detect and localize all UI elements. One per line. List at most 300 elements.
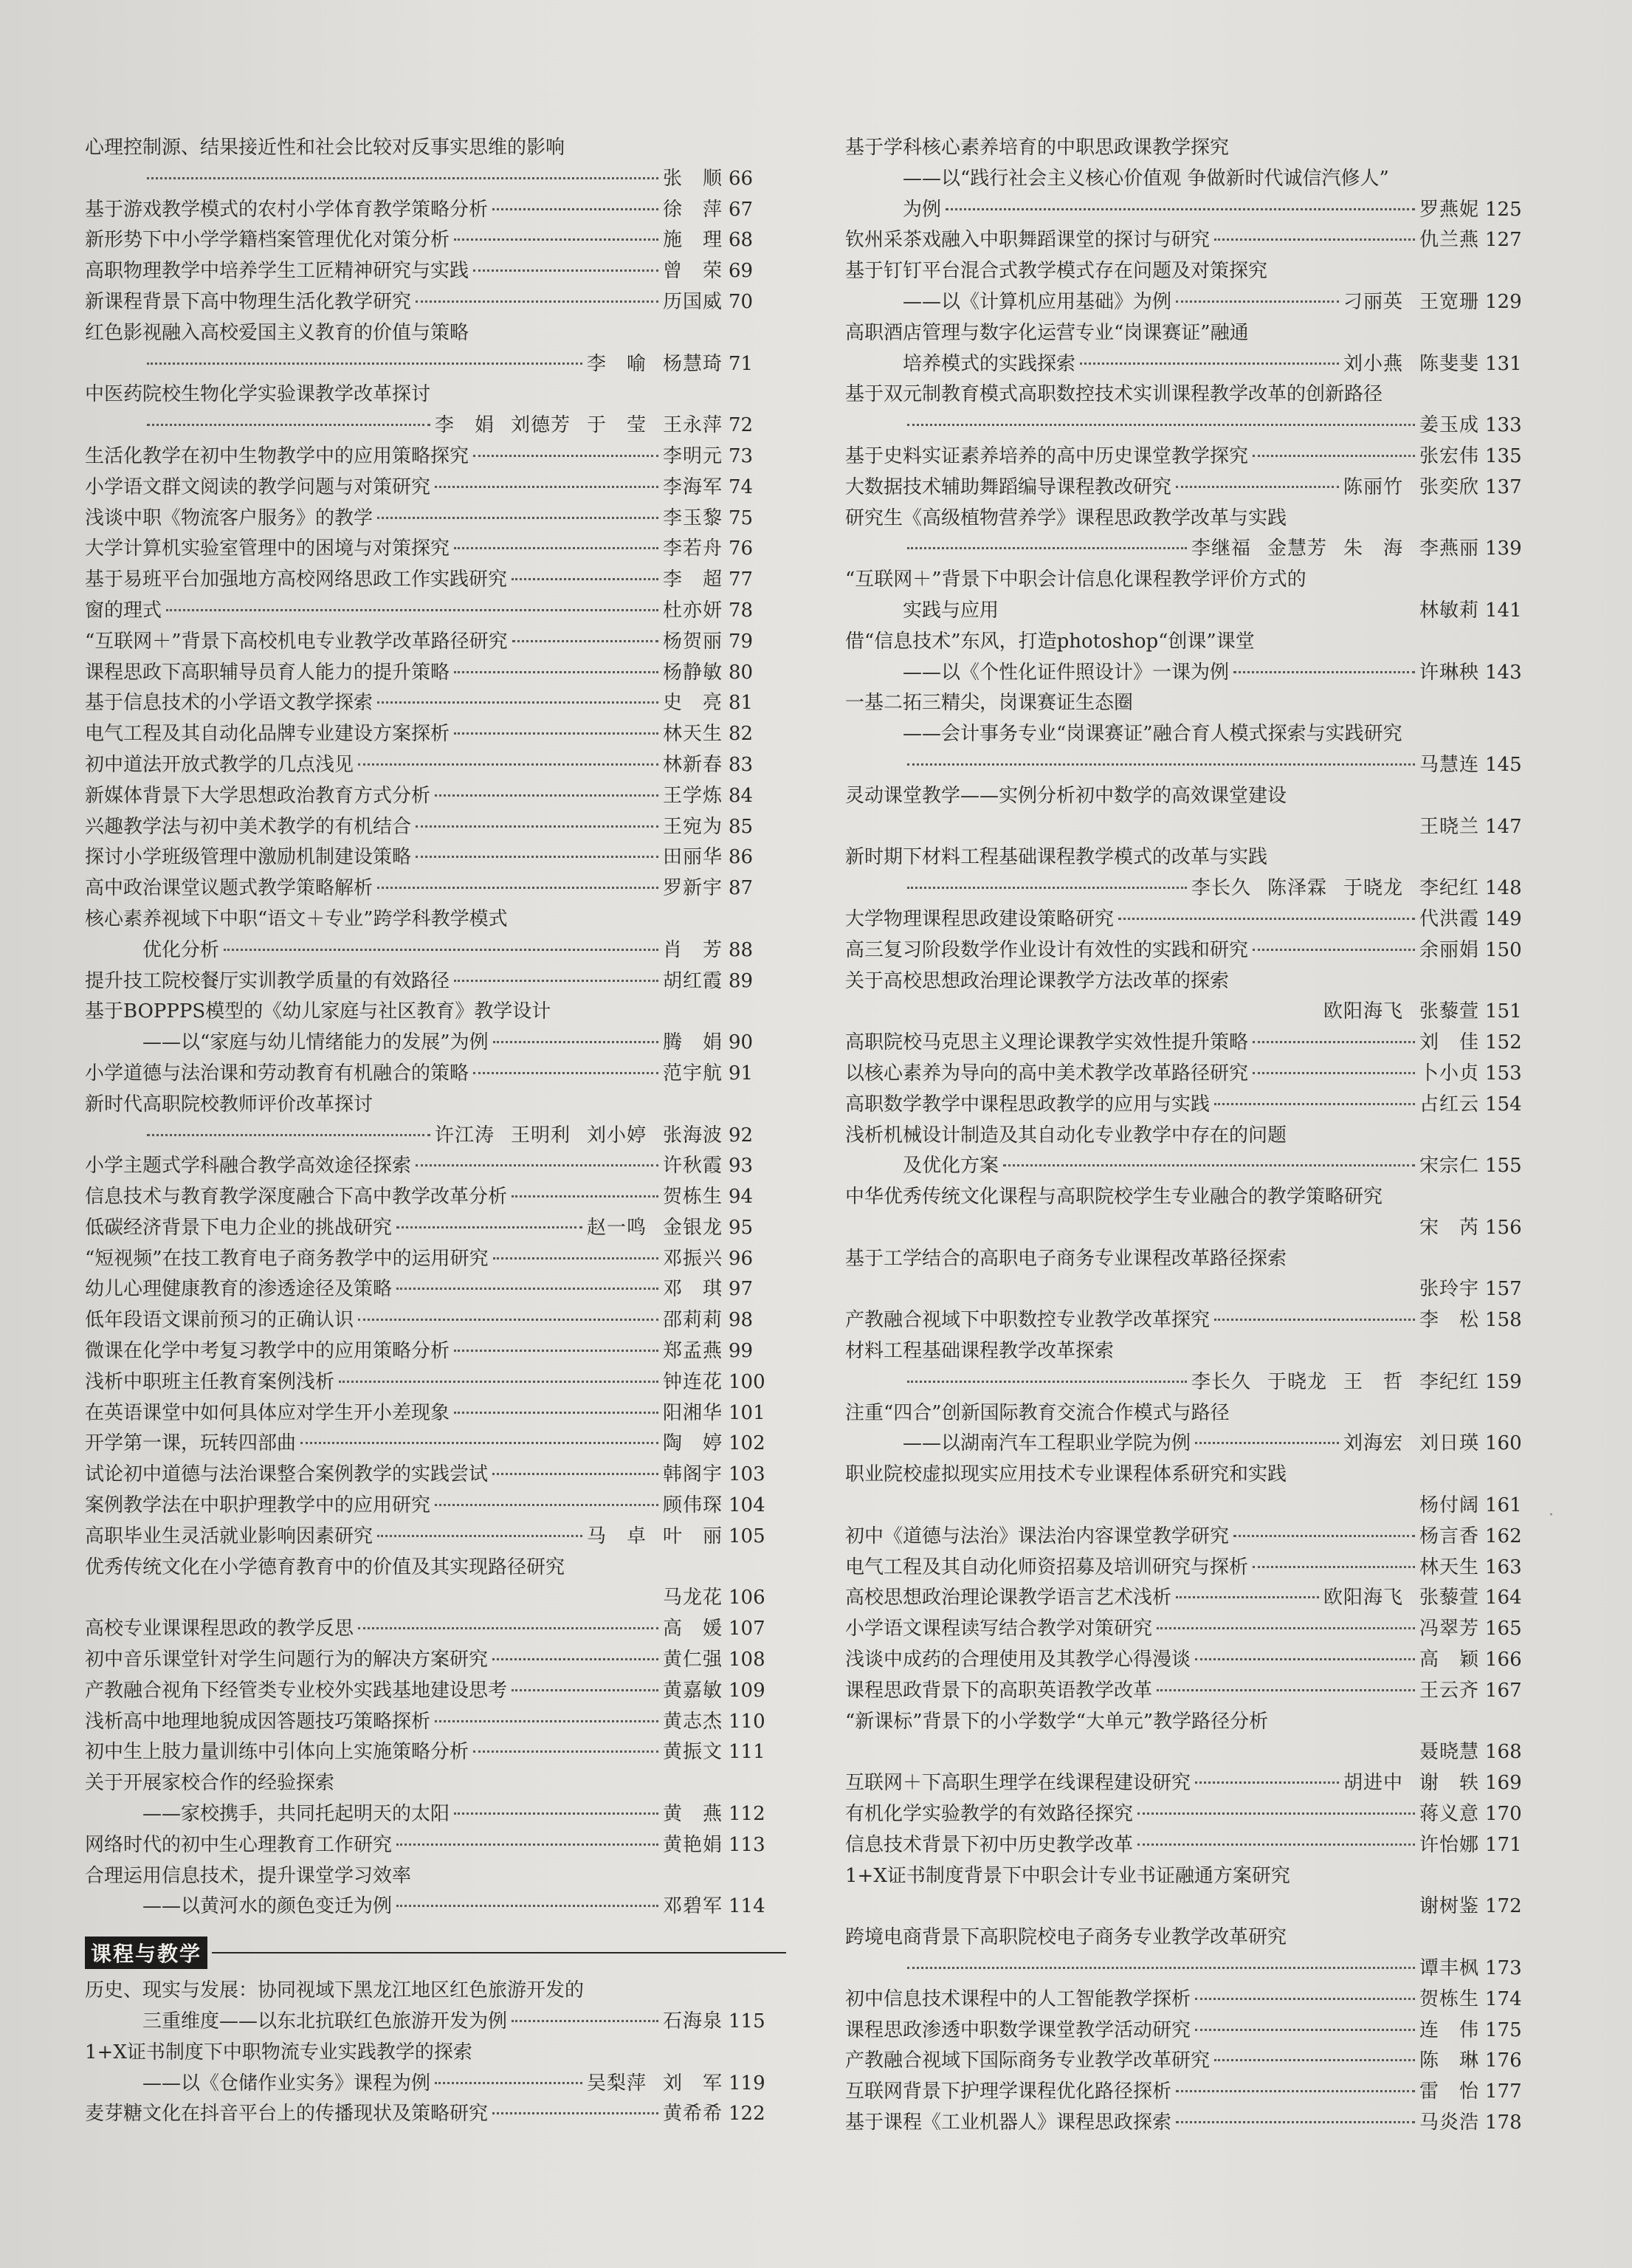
entry-authors	[435, 1121, 723, 1152]
section-rule	[212, 1952, 786, 1953]
page-number: 91	[729, 1062, 754, 1085]
leader-dots	[493, 1041, 658, 1043]
author-name: 占红云	[1419, 1093, 1479, 1116]
leader-dots	[416, 1164, 658, 1166]
author-name: 仇兰燕	[1419, 229, 1479, 252]
entry-authors	[663, 1398, 723, 1429]
toc-entry	[845, 2077, 1543, 2108]
page-number: 70	[729, 290, 754, 313]
entry-authors	[663, 1891, 723, 1922]
entry-title: 灵动课堂教学——实例分析初中数学的高效课堂建设	[845, 784, 1287, 807]
entry-title: 高职酒店管理与数字化运营专业“岗课赛证”融通	[845, 321, 1249, 344]
author-name: 蒋义意	[1419, 1803, 1479, 1826]
leader-dots	[454, 671, 658, 673]
author-name: 贺栋生	[662, 1186, 723, 1209]
author-name: 张藜萱	[1419, 1000, 1479, 1023]
author-name: 郑孟燕	[662, 1340, 723, 1363]
page-number: 162	[1485, 1525, 1522, 1547]
author-name: 刘小婷	[586, 1124, 647, 1147]
leader-dots	[435, 794, 658, 797]
author-name: 腾 娟	[662, 1031, 723, 1054]
toc-entry	[85, 379, 786, 441]
page-number: 83	[729, 753, 754, 776]
author-name: 胡红霞	[662, 969, 723, 992]
leader-dots	[907, 1967, 1415, 1969]
entry-title: 初中生上肢力量训练中引体向上实施策略分析	[85, 1741, 469, 1764]
author-name: 刘德芳	[510, 414, 571, 437]
entry-title: 高职数学教学中课程思政教学的应用与实践	[845, 1093, 1211, 1116]
entry-title: 优秀传统文化在小学德育教育中的价值及其实现路径研究	[85, 1556, 565, 1578]
entry-title: 合理运用信息技术，提升课堂学习效率	[85, 1864, 412, 1887]
author-name: 邓碧军	[662, 1895, 723, 1918]
entry-title: 一基二拓三精尖，岗课赛证生态圈	[845, 692, 1134, 715]
entry-authors	[1191, 1367, 1479, 1398]
entry-line	[845, 441, 1543, 472]
page-number: 155	[1485, 1155, 1522, 1178]
entry-title: 三重维度——以东北抗联红色旅游开发为例	[142, 2010, 508, 2033]
entry-line	[845, 2016, 1543, 2047]
toc-entry	[845, 1645, 1543, 1676]
entry-line	[85, 658, 786, 689]
toc-entry	[85, 287, 786, 318]
entry-title: 及优化方案	[903, 1155, 999, 1178]
page-number: 71	[729, 352, 754, 375]
entry-title: 钦州采茶戏融入中职舞蹈课堂的探讨与研究	[845, 229, 1211, 252]
entry-line	[845, 225, 1543, 256]
entry-line	[845, 565, 1543, 596]
author-name: 马 卓	[586, 1525, 647, 1547]
entry-title: 开学第一课，玩转四部曲	[85, 1432, 297, 1455]
entry-authors	[663, 1491, 723, 1522]
toc-entry	[845, 1922, 1543, 1984]
entry-authors	[1419, 1059, 1479, 1090]
toc-entry	[85, 1522, 786, 1553]
toc-entry	[845, 842, 1543, 904]
page-number: 163	[1485, 1556, 1522, 1578]
entry-authors	[1419, 1522, 1479, 1553]
author-name: 杨言香	[1419, 1525, 1479, 1547]
entry-line	[845, 1768, 1543, 1799]
author-name: 吴梨萍	[586, 2072, 647, 2095]
entry-authors	[1419, 1614, 1479, 1645]
entry-authors	[1343, 287, 1479, 318]
toc-entry	[85, 1707, 786, 1738]
toc-entry	[85, 2099, 786, 2130]
entry-authors	[1419, 225, 1479, 256]
entry-authors	[663, 719, 723, 750]
leader-dots	[1253, 949, 1415, 951]
entry-authors	[587, 2069, 723, 2100]
entry-authors	[663, 1367, 723, 1398]
page-number: 119	[729, 2072, 765, 2095]
leader-dots	[300, 1442, 658, 1444]
entry-line	[85, 1182, 786, 1213]
author-name: 黄艳娟	[662, 1833, 723, 1856]
author-name: 李 超	[662, 568, 723, 591]
leader-dots	[416, 300, 658, 303]
author-name: 罗燕妮	[1419, 198, 1479, 221]
entry-line	[845, 1553, 1543, 1584]
author-name: 李纪红	[1419, 1370, 1479, 1393]
toc-entry	[845, 1059, 1543, 1090]
entry-line	[85, 225, 786, 256]
entry-title: 有机化学实验教学的有效路径探究	[845, 1803, 1134, 1826]
entry-authors	[663, 195, 723, 226]
entry-line	[85, 1429, 786, 1460]
entry-title: 关于高校思想政治理论课教学方法改革的探索	[845, 969, 1230, 992]
leader-dots	[907, 424, 1415, 426]
entry-title: 初中信息技术课程中的人工智能教学探析	[845, 1987, 1191, 2010]
page-number: 170	[1485, 1803, 1522, 1826]
author-name: 余丽娟	[1419, 938, 1479, 961]
entry-line	[845, 1460, 1543, 1491]
toc-entry	[85, 195, 786, 226]
toc-entry	[845, 1182, 1543, 1244]
page-number: 127	[1485, 229, 1522, 252]
author-name: 黄嘉敏	[662, 1679, 723, 1702]
entry-authors	[663, 966, 723, 997]
page-number: 107	[729, 1618, 765, 1640]
entry-authors	[1419, 812, 1479, 843]
toc-entry	[85, 658, 786, 689]
author-name: 李 松	[1419, 1309, 1479, 1332]
page-number: 94	[729, 1186, 754, 1209]
page-number: 82	[729, 723, 754, 746]
entry-line	[845, 504, 1543, 535]
entry-author-line	[845, 873, 1543, 904]
toc-entry	[845, 1460, 1543, 1522]
author-name: 张海波	[662, 1124, 723, 1147]
author-name: 陶 婷	[662, 1432, 723, 1455]
page-number: 115	[729, 2010, 765, 2033]
entry-authors	[663, 441, 723, 472]
author-name: 刘海宏	[1343, 1432, 1403, 1455]
leader-dots	[1137, 1843, 1415, 1846]
entry-line	[845, 627, 1543, 658]
page-number: 114	[729, 1895, 765, 1918]
entry-line	[845, 1151, 1543, 1182]
entry-authors	[587, 1213, 723, 1244]
toc-entry	[845, 1583, 1543, 1614]
entry-line	[845, 1121, 1543, 1152]
author-name: 黄希希	[662, 2103, 723, 2126]
author-name: 于晓龙	[1267, 1370, 1327, 1393]
page-number: 77	[729, 568, 754, 591]
entry-authors	[663, 1429, 723, 1460]
toc-entry	[845, 966, 1543, 1028]
entry-line	[845, 1707, 1543, 1738]
toc-entry	[845, 1336, 1543, 1398]
author-name: 邓 琪	[662, 1278, 723, 1301]
entry-line	[85, 1768, 786, 1799]
author-name: 历国威	[662, 290, 723, 313]
entry-line	[845, 1336, 1543, 1367]
entry-line	[85, 504, 786, 535]
toc-entry	[85, 1059, 786, 1090]
author-name: 叶 丽	[662, 1525, 723, 1547]
entry-line	[845, 1090, 1543, 1121]
page-number: 74	[729, 475, 754, 498]
entry-line	[85, 842, 786, 873]
entry-title: 探讨小学班级管理中激励机制建设策略	[85, 846, 412, 869]
entry-line	[845, 2077, 1543, 2108]
author-name: 杨静敏	[662, 661, 723, 684]
entry-line	[845, 1830, 1543, 1861]
entry-title: 关于开展家校合作的经验探索	[85, 1772, 335, 1795]
leader-dots	[1214, 238, 1415, 241]
entry-authors	[663, 256, 723, 287]
leader-dots	[907, 887, 1187, 889]
page-number: 87	[729, 877, 754, 900]
page-number: 85	[729, 815, 754, 838]
toc-entry	[85, 318, 786, 380]
entry-line	[845, 1583, 1543, 1614]
toc-entry	[85, 966, 786, 997]
entry-title: 红色影视融入高校爱国主义教育的价值与策略	[85, 321, 469, 344]
entry-title: 试论初中道德与法治课整合案例教学的实践尝试	[85, 1463, 489, 1486]
author-name: 林敏莉	[1419, 599, 1479, 622]
leader-dots	[1253, 1041, 1415, 1043]
entry-title: 中华优秀传统文化课程与高职院校学生专业融合的教学策略研究	[845, 1186, 1383, 1209]
entry-title: 职业院校虚拟现实应用技术专业课程体系研究和实践	[845, 1463, 1287, 1486]
entry-line	[85, 133, 786, 164]
page-number: 177	[1485, 2080, 1522, 2103]
author-name: 张奕欣	[1419, 475, 1479, 498]
leader-dots	[1003, 1164, 1415, 1166]
toc-entry	[85, 873, 786, 904]
page-number: 73	[729, 444, 754, 467]
entry-line	[85, 750, 786, 781]
author-name: 李海军	[662, 475, 723, 498]
entry-authors	[1419, 2108, 1479, 2139]
entry-line	[845, 1645, 1543, 1676]
leader-dots	[1157, 1627, 1415, 1629]
page-number: 165	[1485, 1618, 1522, 1640]
author-name: 李 喻	[586, 352, 647, 375]
page-number: 159	[1485, 1370, 1522, 1393]
entry-authors	[1419, 1491, 1479, 1522]
entry-line	[85, 873, 786, 904]
page-number: 101	[729, 1401, 765, 1424]
entry-title: 课程思政渗透中职数学课堂教学活动研究	[845, 2018, 1191, 2041]
entry-line	[85, 2069, 786, 2100]
leader-dots	[473, 1750, 658, 1753]
leader-dots	[493, 1257, 658, 1260]
page-number: 100	[729, 1370, 765, 1393]
toc-entry	[845, 1553, 1543, 1584]
entry-author-line	[85, 1583, 786, 1614]
page-number: 69	[729, 260, 754, 283]
entry-line	[845, 1244, 1543, 1275]
author-name: 杨付阔	[1419, 1494, 1479, 1517]
page-number: 167	[1485, 1679, 1522, 1702]
entry-author-line	[845, 1953, 1543, 1984]
entry-authors	[663, 164, 723, 195]
author-name: 黄振文	[662, 1741, 723, 1764]
toc-entry	[845, 1398, 1543, 1460]
page-number: 99	[729, 1340, 754, 1363]
leader-dots	[377, 701, 658, 704]
page-number: 153	[1485, 1062, 1522, 1085]
toc-entry	[845, 1707, 1543, 1769]
author-name: 杨慧琦	[662, 352, 723, 375]
page-number: 174	[1485, 1987, 1522, 2010]
page-number: 78	[729, 599, 754, 622]
toc-entry	[85, 1830, 786, 1861]
entry-title: 心理控制源、结果接近性和社会比较对反事实思维的影响	[85, 137, 565, 159]
author-name: 范宇航	[662, 1062, 723, 1085]
leader-dots	[1176, 2090, 1415, 2092]
entry-authors	[663, 596, 723, 627]
leader-dots	[1195, 1442, 1339, 1444]
entry-line	[845, 195, 1543, 226]
page-number: 68	[729, 229, 754, 252]
toc-entry	[845, 1799, 1543, 1830]
entry-authors	[1419, 1553, 1479, 1584]
entry-title: 浅析高中地理地貌成因答题技巧策略探析	[85, 1710, 431, 1733]
toc-entry	[845, 1090, 1543, 1121]
entry-title: 新媒体背景下大学思想政治教育方式分析	[85, 784, 431, 807]
entry-authors	[1323, 997, 1479, 1028]
leader-dots	[907, 763, 1415, 766]
entry-title: 历史、现实与发展：协同视域下黑龙江地区红色旅游开发的	[85, 1979, 585, 2002]
entry-title: 基于钉钉平台混合式教学模式存在问题及对策探究	[845, 260, 1268, 283]
toc-entry	[85, 1460, 786, 1491]
page-number: 66	[729, 167, 754, 190]
entry-title: 基于工学结合的高职电子商务专业课程改革路径探索	[845, 1247, 1287, 1270]
entry-authors	[663, 1614, 723, 1645]
leader-dots	[454, 1412, 658, 1414]
leader-dots	[1195, 1998, 1415, 2000]
entry-line	[85, 935, 786, 966]
author-name: 陈丽竹	[1343, 475, 1403, 498]
page-number: 86	[729, 846, 754, 869]
author-name: 谢树鉴	[1419, 1895, 1479, 1918]
leader-dots	[454, 547, 658, 549]
entry-line	[845, 1028, 1543, 1059]
leader-dots	[473, 455, 658, 457]
entry-authors	[1419, 410, 1479, 441]
author-name: 胡进中	[1343, 1772, 1403, 1795]
toc-entry	[85, 1861, 786, 1923]
entry-title: 中医药院校生物化学实验课教学改革探讨	[85, 383, 431, 406]
author-name: 刘小燕	[1343, 352, 1403, 375]
leader-dots	[473, 1072, 658, 1074]
toc-entry	[845, 1830, 1543, 1861]
entry-title: 借“信息技术”东风，打造photoshop“创课”课堂	[845, 630, 1255, 653]
entry-line	[85, 472, 786, 504]
leader-dots	[1214, 1319, 1415, 1321]
toc-entry	[85, 1182, 786, 1213]
toc-right-column	[845, 133, 1543, 2139]
toc-entry	[845, 133, 1543, 225]
entry-title: 浅谈中职《物流客户服务》的教学	[85, 506, 373, 529]
toc-entry	[845, 904, 1543, 935]
entry-title: 基于易班平台加强地方高校网络思政工作实践研究	[85, 568, 508, 591]
author-name: 刁丽英	[1343, 290, 1403, 313]
author-name: 王永萍	[662, 414, 723, 437]
entry-title: 案例教学法在中职护理教学中的应用研究	[85, 1494, 431, 1517]
author-name: 钟连花	[662, 1370, 723, 1393]
author-name: 罗新宇	[662, 877, 723, 900]
entry-title: 互联网背景下护理学课程优化路径探析	[845, 2080, 1172, 2103]
leader-dots	[396, 1843, 658, 1846]
entry-line	[85, 2038, 786, 2069]
entry-title: 信息技术与教育教学深度融合下高中教学改革分析	[85, 1186, 508, 1209]
entry-authors	[1419, 935, 1479, 966]
entry-title: 微课在化学中考复习教学中的应用策略分析	[85, 1340, 450, 1363]
toc-entry	[85, 1614, 786, 1645]
entry-title: 信息技术背景下初中历史教学改革	[845, 1833, 1134, 1856]
page-number: 80	[729, 661, 754, 684]
entry-author-line	[85, 349, 786, 380]
entry-authors	[663, 1799, 723, 1830]
leader-dots	[1195, 1658, 1415, 1660]
leader-dots	[1253, 1072, 1415, 1074]
toc-entry	[845, 627, 1543, 689]
leader-dots	[1233, 671, 1415, 673]
author-name: 林新春	[662, 753, 723, 776]
entry-title: 基于史料实证素养培养的高中历史课堂教学探究	[845, 444, 1249, 467]
leader-dots	[396, 1288, 658, 1290]
entry-title: 高校思想政治理论课教学语言艺术浅析	[845, 1587, 1172, 1609]
entry-line	[85, 287, 786, 318]
toc-entry	[85, 904, 786, 966]
toc-entry	[85, 1244, 786, 1275]
entry-authors	[663, 287, 723, 318]
leader-dots	[377, 1535, 582, 1537]
entry-title: “新课标”背景下的小学数学“大单元”教学路径分析	[845, 1710, 1269, 1733]
page-number: 112	[729, 1803, 765, 1826]
leader-dots	[166, 609, 658, 611]
entry-title: 互联网＋下高职生理学在线课程建设研究	[845, 1772, 1191, 1795]
toc-entry	[845, 1768, 1543, 1799]
entry-authors	[587, 349, 723, 380]
toc-entry	[85, 1676, 786, 1707]
entry-title: 基于学科核心素养培育的中职思政课教学探究	[845, 137, 1230, 159]
author-name: 史 亮	[662, 692, 723, 715]
entry-line	[845, 1861, 1543, 1892]
leader-dots	[358, 1627, 658, 1629]
entry-line	[845, 842, 1543, 873]
leader-dots	[454, 980, 658, 982]
toc-entry	[85, 842, 786, 873]
page-number: 169	[1485, 1772, 1522, 1795]
entry-line	[85, 1244, 786, 1275]
page-number: 103	[729, 1463, 765, 1486]
page-number: 154	[1485, 1093, 1522, 1116]
author-name: 刘 佳	[1419, 1031, 1479, 1054]
toc-entry	[85, 1976, 786, 2038]
entry-authors	[663, 1676, 723, 1707]
author-name: 田丽华	[662, 846, 723, 869]
entry-authors	[1343, 349, 1479, 380]
leader-dots	[396, 1226, 582, 1228]
entry-title: 低碳经济背景下电力企业的挑战研究	[85, 1216, 393, 1239]
entry-title: “短视频”在技工教育电子商务教学中的运用研究	[85, 1247, 489, 1270]
author-name: 宋 芮	[1419, 1216, 1479, 1239]
entry-title: 材料工程基础课程教学改革探索	[845, 1340, 1115, 1363]
entry-authors	[1419, 1090, 1479, 1121]
leader-dots	[512, 2020, 658, 2022]
toc-entry	[85, 1305, 786, 1336]
entry-line	[85, 1799, 786, 1830]
entry-authors	[1343, 1768, 1479, 1799]
entry-title: 优化分析	[142, 938, 220, 961]
page-number: 166	[1485, 1649, 1522, 1671]
entry-authors	[663, 1460, 723, 1491]
toc-entry	[85, 1213, 786, 1244]
